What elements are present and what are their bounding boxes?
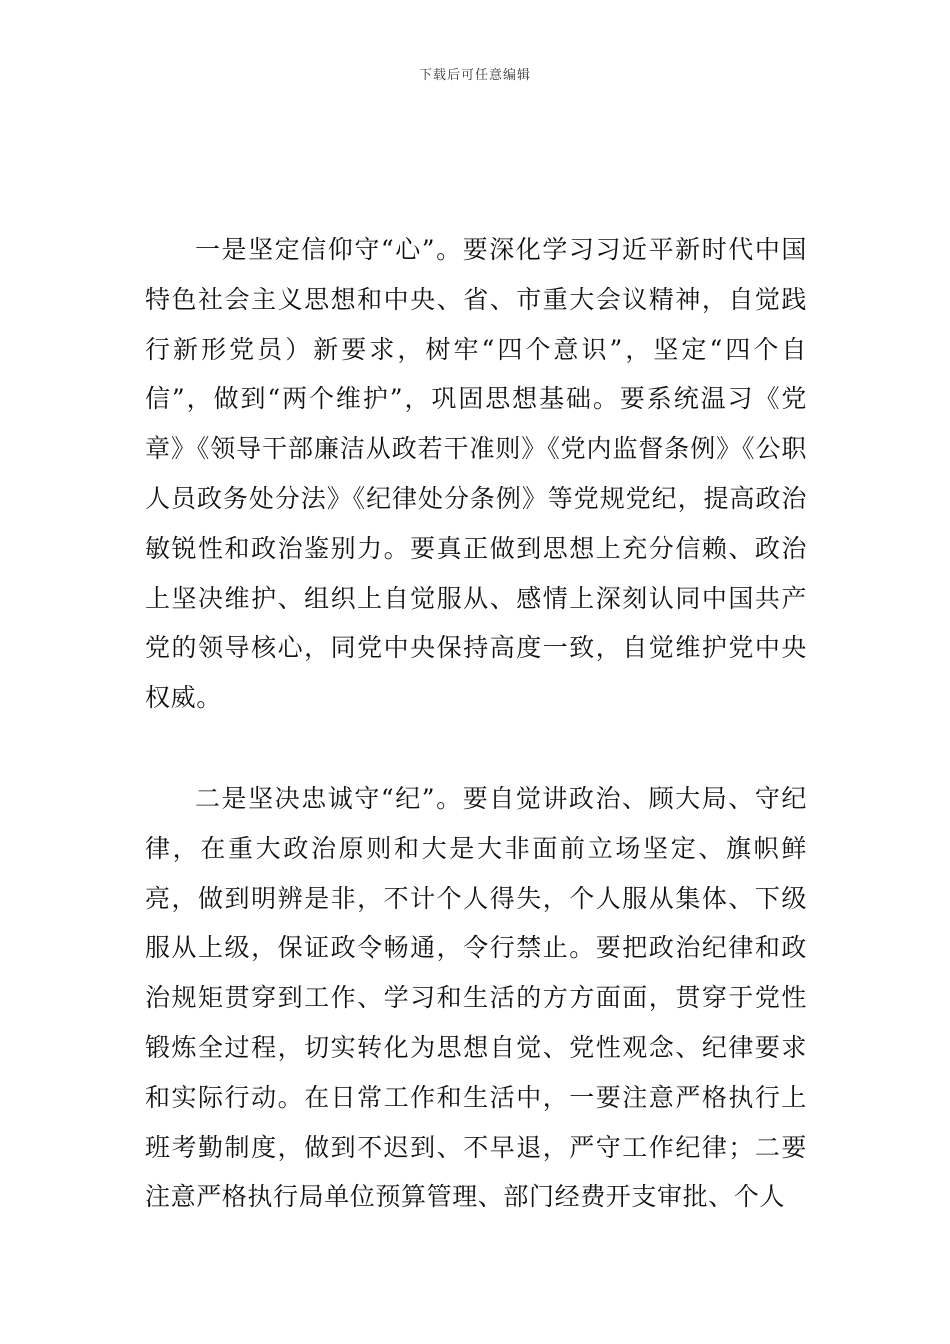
page-header-note: 下载后可任意编辑 (418, 68, 531, 83)
paragraph-faith: 一是坚定信仰守“心”。要深化学习习近平新时代中国特色社会主义思想和中央、省、市重大会议精神，自觉践行新形党员）新要求，树牢“四个意识”，坚定“四个自信”，做到“两个维护”，巩固思想基础。要系统温习《党章》《领导干部廉洁从政若干准则》《党内监督条例》《公职人员政务处分法》《纪律处分条例》等党规党纪，提高政治敏锐性和政治鉴别力。要真正做到思想上充分信赖、政治上坚决维护、组织上自觉服从、感情上深刻认同中国共产党的领导核心，同党中央保持高度一致，自觉维护党中央权威。 (145, 235, 807, 713)
paragraph-discipline: 二是坚决忠诚守“纪”。要自觉讲政治、顾大局、守纪律，在重大政治原则和大是大非面前立场坚定、旗帜鲜亮，做到明辨是非，不计个人得失，个人服从集体、下级服从上级，保证政令畅通，令行禁止。要把政治纪律和政治规矩贯穿到工作、学习和生活的方方面面，贯穿于党性锻炼全过程，切实转化为思想自觉、党性观念、纪律要求和实际行动。在日常工作和生活中，一要注意严格执行上班考勤制度，做到不迟到、不早退，严守工作纪律；二要注意严格执行局单位预算管理、部门经费开支审批、个人 (145, 784, 807, 1212)
